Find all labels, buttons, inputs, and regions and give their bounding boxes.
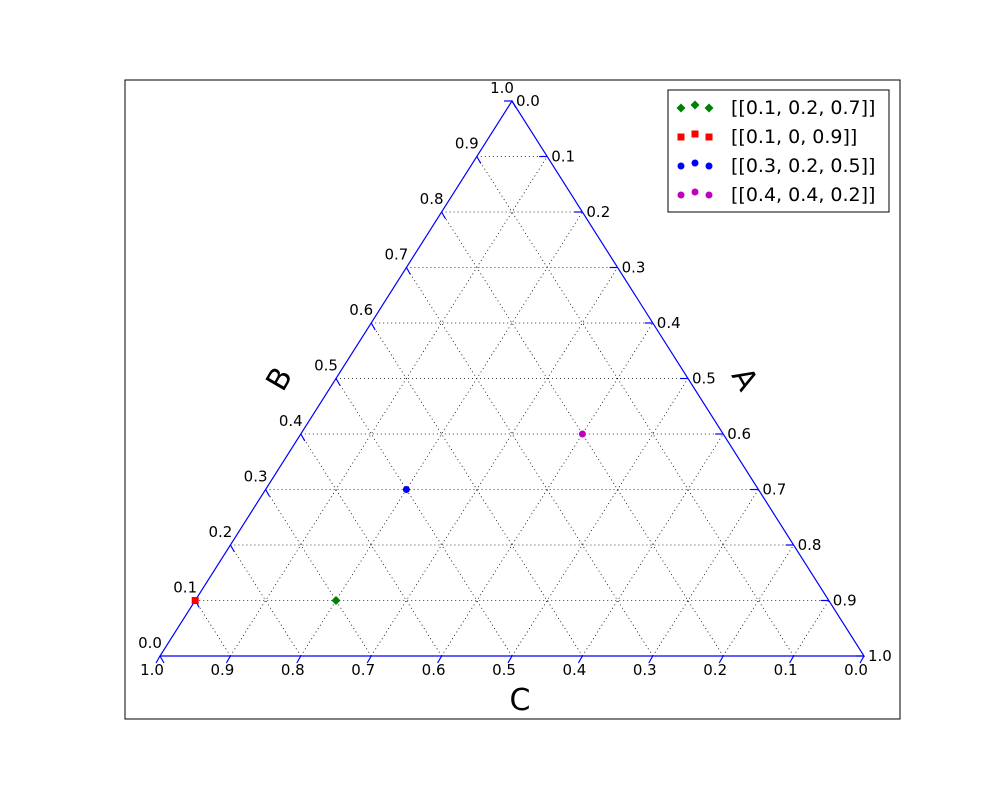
axis-title-a: A (723, 361, 765, 397)
tick-label-b: 0.6 (349, 301, 374, 319)
tick-label-c: 0.4 (562, 661, 587, 679)
tick-label-c: 0.7 (351, 661, 376, 679)
tick-label-b: 0.4 (278, 412, 303, 430)
tick-label-b: 0.2 (208, 523, 233, 541)
tick-label-a: 0.7 (762, 480, 787, 499)
legend-marker (706, 192, 713, 199)
tick-label-a: 0.6 (727, 425, 752, 443)
tick-label-c: 0.5 (492, 661, 516, 679)
tick-label-b: 0.5 (314, 356, 338, 375)
legend-label: [[0.1, 0, 0.9]] (731, 126, 858, 148)
axis-title-c: C (509, 683, 531, 718)
tick-label-b: 0.8 (419, 190, 444, 208)
tick-label-c: 0.2 (703, 661, 728, 679)
tick-label-a: 0.5 (692, 369, 716, 388)
tick-label-c: 0.6 (421, 661, 446, 679)
legend-marker (678, 192, 685, 199)
tick-label-a: 0.4 (656, 314, 681, 332)
tick-label-b: 0.3 (243, 467, 268, 486)
tick-label-a: 0.9 (832, 591, 857, 610)
tick-label-a: 0.0 (516, 92, 540, 110)
tick-label-a: 1.0 (868, 647, 892, 665)
data-point (403, 486, 410, 493)
data-point (192, 597, 199, 604)
tick-label-b: 0.9 (454, 134, 479, 153)
tick-label-a: 0.2 (586, 203, 611, 221)
tick-label-c: 0.9 (210, 661, 235, 679)
legend-label: [[0.3, 0.2, 0.5]] (731, 155, 876, 177)
legend-marker (692, 131, 699, 138)
legend-marker (678, 163, 685, 170)
legend (668, 90, 889, 212)
legend-label: [[0.4, 0.4, 0.2]] (731, 184, 876, 206)
tick-label-b: 1.0 (490, 79, 514, 97)
tick-label-c: 0.3 (632, 661, 657, 679)
tick-label-c: 0.1 (773, 661, 798, 679)
tick-label-c: 0.8 (280, 661, 305, 679)
legend-marker (678, 134, 685, 141)
axis-title-b: B (259, 361, 301, 397)
legend-marker (692, 160, 699, 167)
tick-label-c: 0.0 (844, 661, 868, 679)
tick-label-a: 0.1 (551, 147, 576, 166)
tick-label-b: 0.0 (138, 634, 162, 652)
tick-label-a: 0.8 (797, 536, 822, 554)
tick-label-b: 0.7 (384, 245, 409, 264)
legend-label: [[0.1, 0.2, 0.7]] (731, 97, 876, 119)
tick-label-b: 0.1 (173, 578, 198, 597)
legend-marker (692, 189, 699, 196)
tick-label-a: 0.3 (621, 258, 646, 277)
tick-label-c: 1.0 (140, 661, 164, 679)
legend-marker (706, 134, 713, 141)
data-point (579, 431, 586, 438)
legend-marker (706, 163, 713, 170)
